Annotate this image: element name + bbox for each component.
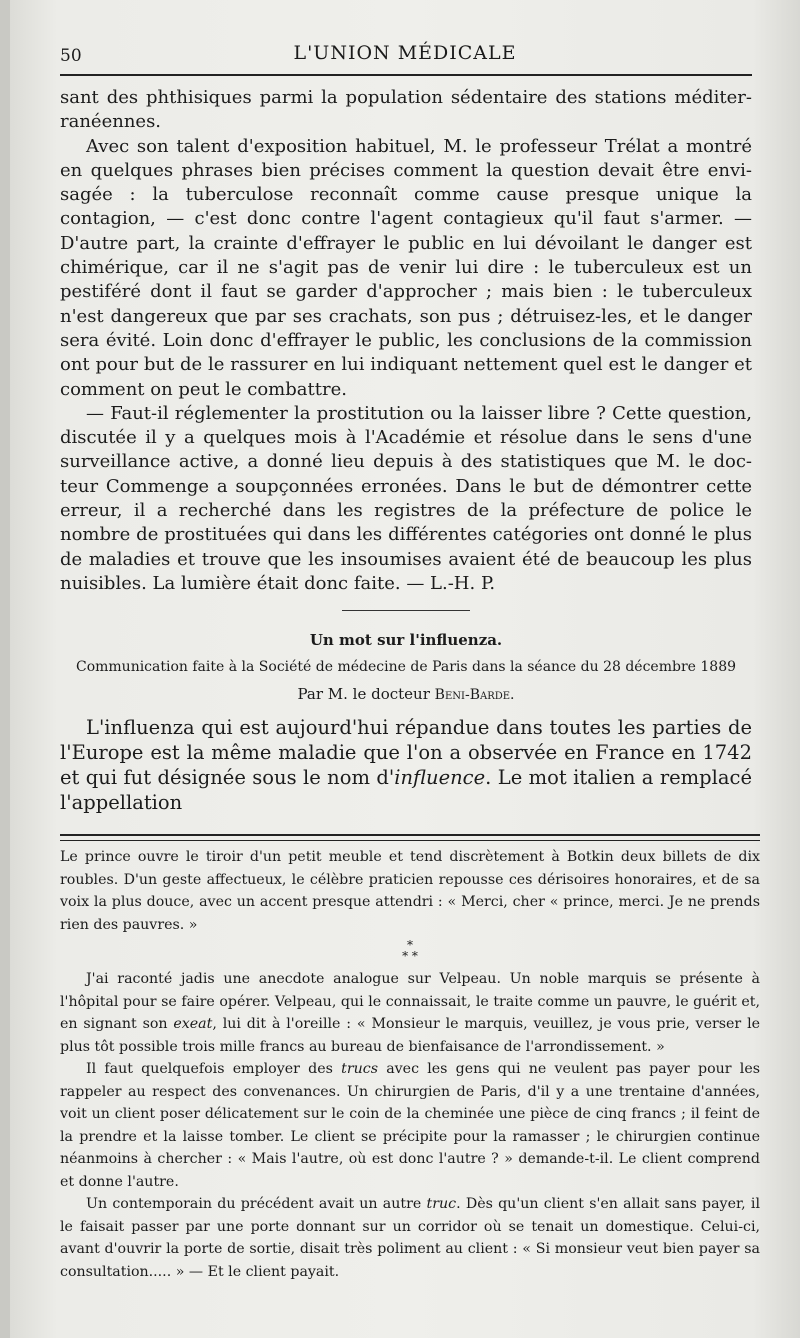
newspaper-page: [10, 0, 800, 1338]
article-subtitle: Communication faite à la Société de médecine de Paris dans la séance du 28 décembre 1889: [75, 659, 737, 676]
journal-title: L'UNION MÉDICALE: [293, 42, 517, 64]
header-rule: [60, 74, 752, 76]
trucs-text-start: Il faut quelquefois employer des: [86, 1061, 342, 1077]
velpeau-text-end: , lui dit à l'oreille : « Monsieur le marquis, veuillez, je vous prie, verser le plus tôt possible trois mille francs au bureau de bienfaisance de l'arrondissement. »: [60, 1016, 760, 1055]
lead-text-start: L'influenza qui est aujourd'hui répandue dans toutes les parties de l'Europe est la même maladie que l'on a observée en France en 1742 et qui fut désignée sous le nom d': [60, 716, 752, 790]
article-author: [60, 685, 752, 703]
main-column: [60, 86, 752, 815]
lead-italic-word: influence: [394, 766, 486, 790]
feuilleton-paragraph-velpeau: [60, 968, 760, 1058]
trucs-italic-word: trucs: [341, 1061, 378, 1077]
feuilleton-column: [60, 846, 760, 1283]
author-prefix: Par M. le docteur: [297, 685, 435, 704]
asterism: [60, 940, 760, 962]
running-header: [60, 40, 750, 70]
lead-text-end: . Le mot italien a remplacé l'appellation: [60, 766, 752, 815]
section-separator: [342, 610, 470, 611]
feuilleton-paragraph-trucs: [60, 1058, 760, 1193]
author-name: Beni-Barde.: [434, 687, 515, 704]
article-lead-paragraph: [60, 715, 752, 815]
page-number: 50: [60, 46, 82, 66]
paragraph-prostitution: — Faut-il réglementer la prostitution ou la laisser libre ? Cette question, discutée il y a quelques mois à l'Académie et résolue dans le sens d'une surveillance active, a donné lieu depuis à des statistiques que M. le docteur Commenge a soupçonnées erronées. Dans le but de démontrer cette erreur, il a recherché dans les registres de la préfecture de police le nombre de prostituées qui dans les différentes catégories ont donné le plus de maladies et trouve que les insoumises avaient été de beaucoup les plus nuisibles. La lumière était donc faite. — L.-H. P.: [60, 402, 752, 594]
feuilleton-rule: [60, 834, 760, 841]
feuilleton-paragraph-botkin: Le prince ouvre le tiroir d'un petit meuble et tend discrètement à Botkin deux billets de dix roubles. D'un geste affectueux, le célèbre praticien repousse ces dérisoires honoraires, et de sa voix la plus douce, avec un accent presque attendri : « Merci, cher « prince, merci. Je ne prends rien des pauvres. »: [60, 849, 760, 933]
article-title: Un mot sur l'influenza.: [309, 631, 503, 650]
paragraph-continuation: sant des phthisiques parmi la population sédentaire des stations méditerranéennes.: [60, 87, 752, 133]
asterism-bottom: * *: [402, 949, 418, 963]
velpeau-italic-word: exeat: [173, 1016, 213, 1032]
asterism-top: *: [407, 938, 413, 952]
contemporain-text-end: . Dès qu'un client s'en allait sans payer, il le faisait passer par une porte donnant sur un corridor où se tenait un domestique. Celui-ci, avant d'ouvrir la porte de sortie, disait très poliment au client : « Si monsieur veut bien payer sa consultation..... » — Et le client payait.: [60, 1196, 761, 1280]
paragraph-trelat: Avec son talent d'exposition habituel, M. le professeur Trélat a montré en quelques phrases bien précises comment la question devait être envisagée : la tuberculose reconnaît comme cause presque unique la contagion, — c'est donc contre l'agent contagieux qu'il faut s'armer. — D'autre part, la crainte d'effrayer le public en lui dévoilant le danger est chimérique, car il ne s'agit pas de venir lui dire : le tuberculeux est un pestiféré dont il faut se garder d'approcher ; mais bien : le tuberculeux n'est dangereux que par ses crachats, son pus ; détruisez-les, et le danger sera évité. Loin donc d'effrayer le public, les conclusions de la commission ont pour but de le rassurer en lui indiquant nettement quel est le danger et comment on peut le combattre.: [60, 135, 752, 400]
trucs-text-end: avec les gens qui ne veulent pas payer pour les rappeler au respect des convenances. Un chirurgien de Paris, d'il y a une trentaine d'années, voit un client poser délicatement sur le coin de la cheminée une pièce de cinq francs ; il feint de la prendre et la laisse tomber. Le client se précipite pour la ramasser ; le chirurgien continue néanmoins à chercher : « Mais l'autre, où est donc l'autre ? » demande-t-il. Le client comprend et donne l'autre.: [60, 1061, 760, 1190]
contemporain-italic-word: truc: [426, 1196, 457, 1212]
contemporain-text-start: Un contemporain du précédent avait un autre: [86, 1196, 427, 1212]
velpeau-text-start: J'ai raconté jadis une anecdote analogue sur Velpeau. Un noble marquis se présente à l'hôpital pour se faire opérer. Velpeau, qui le connaissait, le traite comme un pauvre, le guérit et, en signant son: [60, 971, 760, 1032]
feuilleton-paragraph-contemporain: [60, 1193, 760, 1283]
